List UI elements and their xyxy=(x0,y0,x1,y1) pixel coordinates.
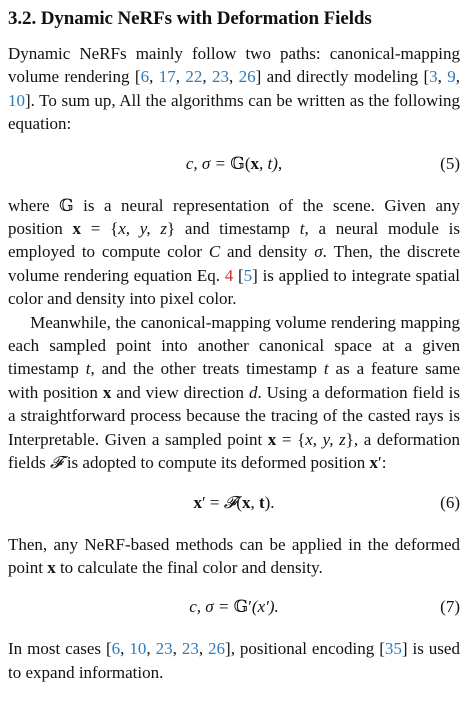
paragraph-4 xyxy=(8,533,460,580)
text-run: Dynamic NeRFs mainly follow two paths: canonical-mapping volume rendering [ xyxy=(8,44,460,87)
text-run: , xyxy=(202,67,212,87)
equation-ref-link[interactable]: 4 xyxy=(224,265,234,285)
text-run: : xyxy=(381,453,387,473)
citation-link[interactable]: 10 xyxy=(8,90,25,110)
math-vector: x xyxy=(102,382,112,402)
math-vector: x xyxy=(369,453,378,473)
math-symbol: 𝔾 xyxy=(59,195,74,215)
equation-7 xyxy=(8,593,460,621)
text-run: , a neural module is employed to compute color xyxy=(8,219,461,262)
math-vector: x xyxy=(193,492,202,512)
math-run: C xyxy=(208,242,221,262)
math-run: c, σ = xyxy=(189,597,234,617)
text-run: [ xyxy=(233,265,244,285)
math-vector: x xyxy=(72,219,82,239)
text-run: , xyxy=(172,639,182,659)
math-vector: x xyxy=(267,429,277,449)
text-run: and density xyxy=(220,242,315,262)
math-symbol: 𝓕 xyxy=(50,453,63,473)
math-vector: t xyxy=(258,492,265,512)
math-run: ′ xyxy=(377,453,382,473)
citation-link[interactable]: 3 xyxy=(429,67,438,87)
text-run: , xyxy=(146,639,156,659)
equation-number: (6) xyxy=(440,492,460,512)
text-run: ]. To sum up, All the algorithms can be written as the following equation: xyxy=(8,90,460,134)
text-run: is a neural representation of the scene. Given any position xyxy=(8,195,461,239)
citation-link[interactable]: 35 xyxy=(384,639,402,659)
equation-body xyxy=(8,489,460,517)
text-run: Meanwhile, the canonical-mapping volume rendering mapping each sampled point into another canonical space at a given timestamp xyxy=(8,312,460,379)
citation-link[interactable]: 26 xyxy=(238,67,256,87)
text-run: = { xyxy=(276,429,306,449)
citation-link[interactable]: 23 xyxy=(155,639,173,659)
math-vector: x xyxy=(250,153,259,173)
citation-link[interactable]: 6 xyxy=(140,67,150,87)
text-run: where xyxy=(8,195,60,215)
text-run: Then, any NeRF-based methods can be applied in the deformed point xyxy=(8,534,460,577)
text-run: , xyxy=(120,639,130,659)
text-run: , xyxy=(198,639,209,659)
text-run: , xyxy=(437,67,448,87)
text-run: , xyxy=(228,67,239,87)
section-title: Dynamic NeRFs with Deformation Fields xyxy=(40,8,372,29)
math-vector: x xyxy=(47,557,56,577)
citation-link[interactable]: 9 xyxy=(447,67,456,87)
math-run: ′ xyxy=(201,492,206,512)
text-run: ], positional encoding [ xyxy=(225,639,385,659)
equation-body xyxy=(8,593,460,621)
text-run: }, a deformation fields xyxy=(8,429,460,473)
citation-link[interactable]: 23 xyxy=(181,639,199,659)
equation-body xyxy=(8,150,460,178)
math-run: , xyxy=(250,492,259,512)
text-run: . Using a deformation field is a straightforward process because the tracing of the casted rays is Interpretable. Given a sampled point xyxy=(8,382,460,449)
text-run: and view direction xyxy=(111,382,249,402)
text-run: , xyxy=(455,67,461,87)
equation-6 xyxy=(8,489,460,517)
section-number: 3.2. xyxy=(8,8,37,29)
text-run: is adopted to compute its deformed position xyxy=(62,453,370,473)
section-heading xyxy=(8,6,460,32)
citation-link[interactable]: 10 xyxy=(129,639,147,659)
text-run: , and the other treats timestamp xyxy=(90,359,324,379)
equation-5 xyxy=(8,150,460,178)
text-run: ] is used to expand information. xyxy=(8,639,460,682)
math-run: t xyxy=(85,359,91,379)
text-run: = { xyxy=(81,219,119,239)
text-run: , xyxy=(175,67,186,87)
equation-number: (5) xyxy=(440,153,460,173)
text-run: ] is applied to integrate spatial color and density into pixel color. xyxy=(8,265,460,309)
text-run: ] and directly modeling [ xyxy=(255,67,430,87)
citation-link[interactable]: 26 xyxy=(208,639,226,659)
text-run: . Then, the discrete volume rendering equation Eq. xyxy=(8,242,460,285)
math-run: x, y, z xyxy=(305,429,346,449)
math-symbol: 𝔾 xyxy=(233,597,249,617)
equation-number: (7) xyxy=(440,597,460,617)
paragraph-3 xyxy=(8,311,460,475)
citation-link[interactable]: 6 xyxy=(111,639,121,659)
text-run: In most cases [ xyxy=(8,639,112,659)
paragraph-1 xyxy=(8,42,460,136)
citation-link[interactable]: 5 xyxy=(243,265,253,285)
math-run: c, σ = xyxy=(185,153,231,173)
text-run: as a feature same with position xyxy=(8,359,460,402)
math-run: t xyxy=(299,219,305,239)
math-symbol: 𝓕 xyxy=(223,492,237,512)
text-run: } and timestamp xyxy=(167,219,300,239)
math-run: x, y, z xyxy=(118,219,167,239)
math-run: t xyxy=(323,359,329,379)
math-run: σ xyxy=(314,242,323,262)
math-vector: x xyxy=(241,492,251,512)
math-run: ). xyxy=(264,492,275,512)
math-run: ( xyxy=(236,492,242,512)
citation-link[interactable]: 22 xyxy=(185,67,203,87)
math-run: , t), xyxy=(258,153,283,173)
text-run: to calculate the final color and density. xyxy=(55,557,323,577)
text-run: , xyxy=(149,67,159,87)
math-run: ′ xyxy=(248,597,252,617)
math-run: d xyxy=(248,382,258,402)
citation-link[interactable]: 17 xyxy=(158,67,176,87)
math-symbol: 𝔾 xyxy=(230,153,245,173)
paragraph-5 xyxy=(8,637,460,684)
math-run: (x′). xyxy=(251,597,279,617)
paragraph-2 xyxy=(8,194,460,311)
citation-link[interactable]: 23 xyxy=(211,67,229,87)
math-run: = xyxy=(205,492,224,512)
math-run: ( xyxy=(244,153,251,173)
